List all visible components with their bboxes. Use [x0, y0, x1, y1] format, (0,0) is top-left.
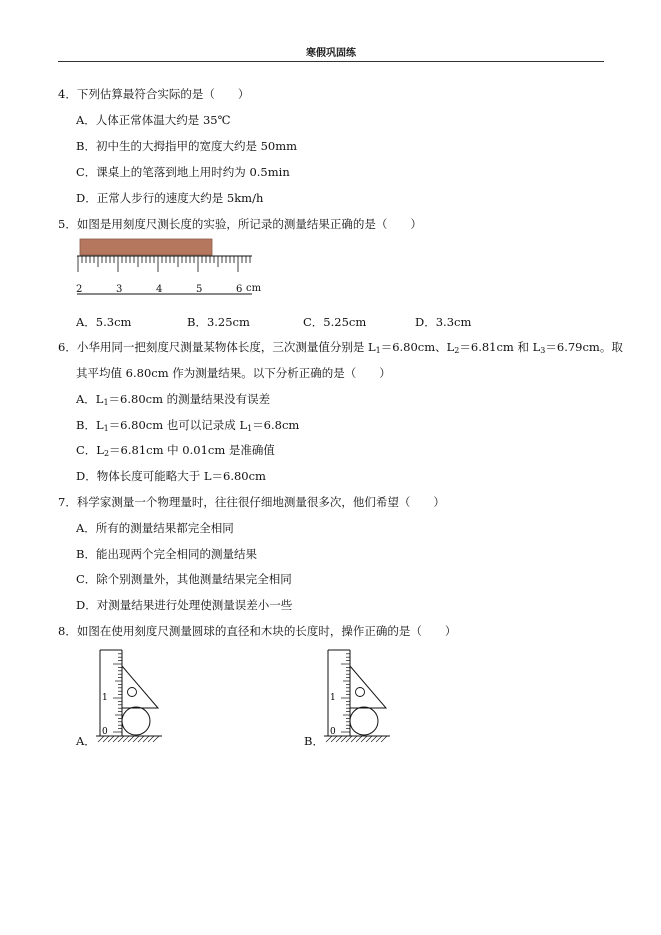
q7-option-c: C．除个别测量外，其他测量结果完全相同 — [76, 572, 292, 586]
q4-option-c: C．课桌上的笔落到地上用时约为 0.5min — [76, 165, 290, 179]
q5-option-b: B．3.25cm — [187, 315, 250, 329]
ruler-mark-1: 1 — [102, 693, 108, 703]
triangle-ruler — [350, 666, 386, 708]
q4-option-a: A．人体正常体温大约是 35℃ — [76, 113, 231, 127]
q5-options-row — [76, 314, 546, 328]
q7-option-a: A．所有的测量结果都完全相同 — [76, 521, 234, 535]
ball — [350, 707, 378, 735]
ruler-unit-label: cm — [246, 283, 262, 294]
ball — [122, 707, 150, 735]
q5-stem: 5．如图是用刻度尺测长度的实验，所记录的测量结果正确的是（ ） — [58, 217, 422, 231]
triangle-ruler — [122, 666, 158, 708]
q4-stem: 4．下列估算最符合实际的是（ ） — [58, 87, 250, 101]
q6-option-a: A．$L_1=6.80cm$ 的测量结果没有误差 — [76, 392, 271, 407]
q4-option-b: B．初中生的大拇指甲的宽度大约是 50mm — [76, 139, 298, 153]
ruler-mark-0: 0 — [102, 727, 108, 737]
ruler-mark-0: 0 — [330, 727, 336, 737]
q6-option-d: D．物体长度可能略大于 L＝6.80cm — [76, 469, 266, 483]
q6-stem-line2: 其平均值 6.80cm 作为测量结果。以下分析正确的是（ ） — [76, 366, 391, 380]
q6-option-c: C．$L_2=6.81cm$ 中 0.01cm 是准确值 — [76, 443, 275, 458]
ruler-ticks — [78, 256, 250, 272]
q5-option-d: D．3.3cm — [415, 315, 472, 329]
q7-option-d: D．对测量结果进行处理使测量误差小一些 — [76, 598, 293, 612]
q8-option-b: B． — [304, 734, 324, 748]
q7-option-b: B．能出现两个完全相同的测量结果 — [76, 547, 257, 561]
ruler-label-4: 4 — [156, 284, 163, 295]
q8-option-a: A． — [76, 734, 96, 748]
vertical-ruler-ticks — [341, 654, 350, 732]
q5-option-c: C．5.25cm — [303, 315, 367, 329]
ruler-label-5: 5 — [196, 284, 203, 295]
q5-option-a: A．5.3cm — [76, 315, 132, 329]
header-divider — [58, 61, 604, 62]
ruler-labels — [76, 283, 262, 295]
q7-stem: 7．科学家测量一个物理量时，往往很仔细地测量很多次，他们希望（ ） — [58, 495, 445, 509]
q5-ruler-figure — [70, 236, 270, 304]
page-header-title: 寒假巩固练 — [306, 48, 356, 59]
wooden-block — [80, 239, 212, 255]
q8-figure-a — [92, 648, 164, 744]
q8-stem: 8．如图在使用刻度尺测量圆球的直径和木块的长度时，操作正确的是（ ） — [58, 624, 457, 638]
vertical-ruler-ticks — [113, 654, 122, 732]
triangle-hole — [356, 688, 365, 697]
ruler-label-6: 6 — [236, 284, 243, 295]
q6-stem: 6．小华用同一把刻度尺测量某物体长度，三次测量值分别是 $L_1=6.80cm$、$L_2=6.81cm$ 和 $L_3=6.79cm$。取 — [58, 340, 623, 355]
q4-option-d: D．正常人步行的速度大约是 5km/h — [76, 191, 264, 205]
q6-option-b: B．$L_1=6.80cm$ 也可以记录成 $L_1=6.8cm$ — [76, 418, 300, 433]
ruler-mark-1: 1 — [330, 693, 336, 703]
triangle-hole — [128, 688, 137, 697]
ruler-label-3: 3 — [116, 284, 123, 295]
q8-figure-b — [320, 648, 392, 744]
ruler-label-2: 2 — [76, 284, 83, 295]
